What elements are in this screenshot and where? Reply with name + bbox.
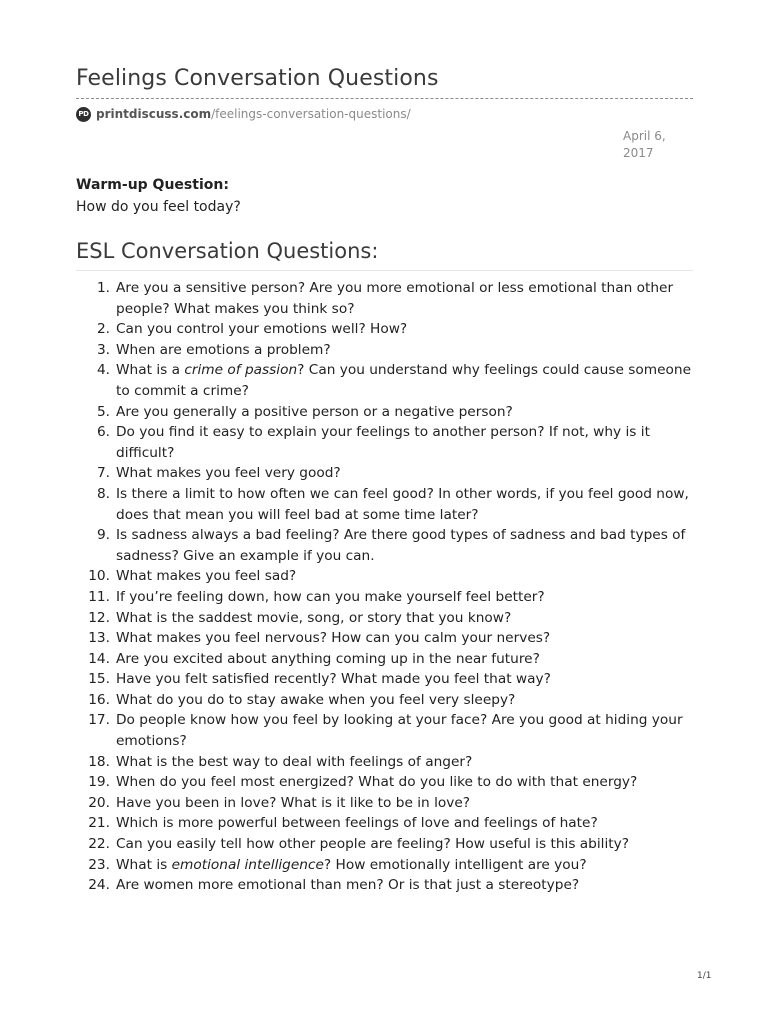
question-text-segment: Do people know how you feel by looking at your face? Are you good at hiding your emotions? <box>116 712 683 750</box>
publish-date-line2: 2017 <box>623 146 654 160</box>
question-item <box>76 772 696 793</box>
question-item <box>76 855 696 876</box>
question-text <box>116 875 696 896</box>
question-text <box>116 278 696 319</box>
question-item <box>76 628 696 649</box>
question-text <box>116 813 696 834</box>
question-item <box>76 875 696 896</box>
section-title: ESL Conversation Questions: <box>76 239 379 263</box>
question-item <box>76 319 696 340</box>
question-text <box>116 340 696 361</box>
question-text-segment: Have you felt satisfied recently? What made you feel that way? <box>116 671 551 688</box>
question-text <box>116 360 696 401</box>
question-number: 4. <box>96 362 110 379</box>
question-text <box>116 752 696 773</box>
question-text-segment: What makes you feel very good? <box>116 465 341 482</box>
question-number: 5. <box>96 403 110 420</box>
question-item <box>76 690 696 711</box>
question-item <box>76 752 696 773</box>
question-text <box>116 772 696 793</box>
printdiscuss-logo-icon: PD <box>76 107 91 122</box>
question-text <box>116 402 696 423</box>
question-text <box>116 628 696 649</box>
question-item <box>76 525 696 566</box>
question-text <box>116 710 696 751</box>
question-text <box>116 566 696 587</box>
question-number: 16. <box>88 691 110 708</box>
question-item <box>76 710 696 751</box>
question-number: 13. <box>88 630 110 647</box>
question-number: 14. <box>88 650 110 667</box>
question-text-segment: What is a <box>116 362 185 379</box>
question-item <box>76 463 696 484</box>
question-number: 20. <box>88 794 110 811</box>
question-text <box>116 608 696 629</box>
question-number: 12. <box>88 609 110 626</box>
question-number: 9. <box>96 527 110 544</box>
source-path[interactable]: /feelings-conversation-questions/ <box>211 107 411 121</box>
question-number: 15. <box>88 671 110 688</box>
question-text-segment: Are women more emotional than men? Or is that just a stereotype? <box>116 877 580 894</box>
warmup-heading: Warm-up Question: <box>76 177 229 193</box>
question-text-segment: What makes you feel nervous? How can you calm your nerves? <box>116 630 551 647</box>
question-item <box>76 340 696 361</box>
question-text-segment: What do you do to stay awake when you feel very sleepy? <box>116 691 516 708</box>
question-text-segment: When do you feel most energized? What do you like to do with that energy? <box>116 774 638 791</box>
question-item <box>76 608 696 629</box>
question-text <box>116 319 696 340</box>
question-item <box>76 402 696 423</box>
question-item <box>76 813 696 834</box>
question-text-segment: What is the saddest movie, song, or story that you know? <box>116 609 512 626</box>
source-link[interactable] <box>76 106 411 122</box>
question-text-segment: Is there a limit to how often we can feel good? In other words, if you feel good now, does that mean you will feel bad at some time later? <box>116 485 689 523</box>
question-number: 22. <box>88 836 110 853</box>
question-number: 10. <box>88 568 110 585</box>
title-divider <box>76 98 693 99</box>
question-text-segment: When are emotions a problem? <box>116 341 331 358</box>
question-number: 2. <box>96 321 110 338</box>
question-text <box>116 793 696 814</box>
question-text <box>116 834 696 855</box>
page-title: Feelings Conversation Questions <box>76 66 439 91</box>
question-item <box>76 834 696 855</box>
publish-date <box>623 128 683 162</box>
question-text-segment: ? Can you understand why feelings could cause someone to commit a crime? <box>116 362 691 399</box>
question-text-segment: ? How emotionally intelligent are you? <box>323 856 587 873</box>
question-number: 18. <box>88 753 110 770</box>
question-text-segment: Are you a sensitive person? Are you more emotional or less emotional than other people? What makes you think so? <box>116 280 674 317</box>
question-number: 19. <box>88 774 110 791</box>
publish-date-line1: April 6, <box>623 129 666 143</box>
question-text-segment: Do you find it easy to explain your feelings to another person? If not, why is it difficult? <box>116 424 650 461</box>
source-domain[interactable]: printdiscuss.com <box>96 107 212 121</box>
question-text-segment: What is the best way to deal with feelings of anger? <box>116 753 473 770</box>
question-text-segment: If you’re feeling down, how can you make yourself feel better? <box>116 588 545 605</box>
question-number: 17. <box>88 712 110 729</box>
question-text <box>116 525 696 566</box>
question-text-segment: Can you easily tell how other people are feeling? How useful is this ability? <box>116 836 630 853</box>
question-number: 23. <box>88 856 110 873</box>
question-item <box>76 422 696 463</box>
question-text <box>116 690 696 711</box>
question-item <box>76 484 696 525</box>
question-number: 21. <box>88 815 110 832</box>
question-text <box>116 484 696 525</box>
question-term-italic: crime of passion <box>184 362 298 379</box>
question-item <box>76 278 696 319</box>
question-item <box>76 649 696 670</box>
question-number: 6. <box>96 424 110 441</box>
question-text <box>116 587 696 608</box>
question-text <box>116 669 696 690</box>
question-item <box>76 360 696 401</box>
section-divider <box>76 270 693 271</box>
question-item <box>76 566 696 587</box>
question-text-segment: What is <box>116 856 172 873</box>
question-text-segment: What makes you feel sad? <box>116 568 297 585</box>
question-text-segment: Have you been in love? What is it like to be in love? <box>116 794 471 811</box>
question-number: 7. <box>96 465 110 482</box>
question-number: 11. <box>88 588 110 605</box>
page-number: 1/1 <box>697 971 712 981</box>
question-item <box>76 669 696 690</box>
question-text <box>116 855 696 876</box>
question-text-segment: Which is more powerful between feelings of love and feelings of hate? <box>116 815 598 832</box>
question-number: 1. <box>96 280 110 296</box>
question-text <box>116 422 696 463</box>
question-list <box>76 278 696 896</box>
question-text-segment: Are you generally a positive person or a negative person? <box>116 403 513 420</box>
question-text-segment: Are you excited about anything coming up in the near future? <box>116 650 540 667</box>
question-item <box>76 793 696 814</box>
question-text <box>116 649 696 670</box>
question-number: 8. <box>96 485 110 502</box>
question-text <box>116 463 696 484</box>
question-text-segment: Is sadness always a bad feeling? Are there good types of sadness and bad types of sadness? Give an example if you can. <box>116 527 686 564</box>
question-item <box>76 587 696 608</box>
warmup-question: How do you feel today? <box>76 199 241 215</box>
question-number: 24. <box>88 877 110 894</box>
question-term-italic: emotional intelligence <box>171 856 324 873</box>
question-number: 3. <box>96 341 110 358</box>
question-text-segment: Can you control your emotions well? How? <box>116 321 408 338</box>
